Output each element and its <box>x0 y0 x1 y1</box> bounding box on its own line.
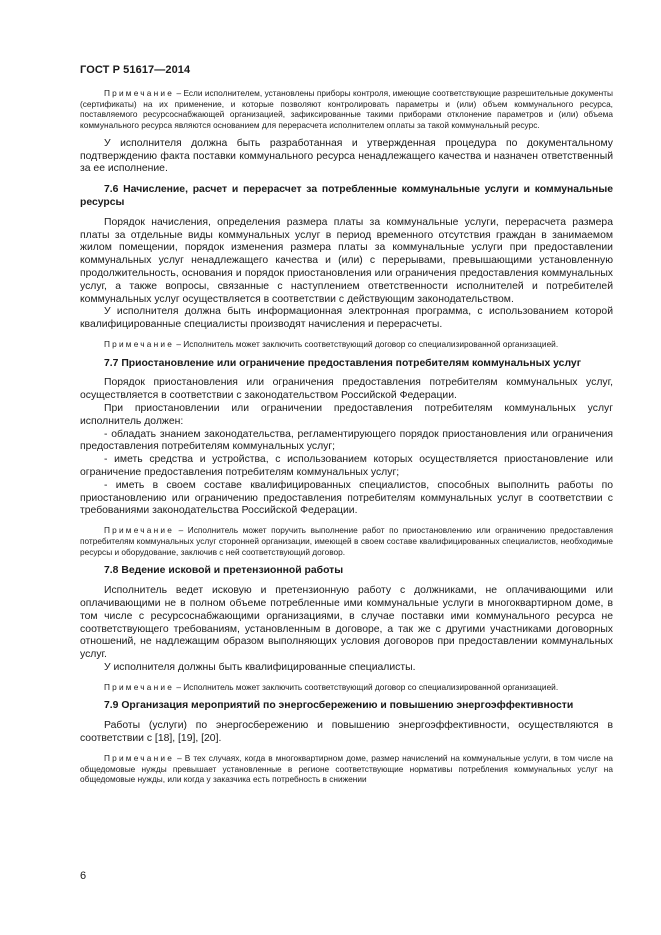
note-text: – Исполнитель может заключить соответствующий договор со специализированной организацией. <box>176 681 559 692</box>
page-number: 6 <box>80 870 87 882</box>
body-paragraph: При приостановлении или ограничении предоставления потребителям коммунальных услуг исполнитель должен: <box>80 403 613 427</box>
section-heading-7-9: 7.9 Организация мероприятий по энергосбережению и повышению энергоэффективности <box>104 700 574 712</box>
body-paragraph: У исполнителя должны быть квалифицированные специалисты. <box>104 661 416 673</box>
body-paragraph: Порядок приостановления или ограничения предоставления потребителям коммунальных услуг, осуществляется в соответствии с законодательством Российской Федерации. <box>80 377 613 402</box>
standard-header: ГОСТ Р 51617—2014 <box>80 64 191 76</box>
note-label: Примечание <box>104 681 175 692</box>
note-text: – В тех случаях, когда в многоквартирном доме, размер начислений на коммунальные услуги, в том числе на общедомовые нужды превышает установленные в регионе соответствующие нормативы потребления коммунальных услуг на общедомовые нужды, или когда у заказчика есть потребность в снижении <box>80 752 613 785</box>
body-paragraph: У исполнителя должна быть информационная электронная программа, с использованием которой квалифицированные специалисты производят начисления и перерасчеты. <box>80 306 613 331</box>
note-paragraph <box>80 525 613 557</box>
section-heading-7-8: 7.8 Ведение исковой и претензионной работы <box>104 565 344 577</box>
note-text: – Исполнитель может заключить соответствующий договор со специализированной организацией. <box>176 338 559 349</box>
note-text: – Исполнитель может поручить выполнение работ по приостановлению или ограничению предоставления потребителям коммунальных услуг сторонней организации, имеющей в своем составе квалифицированных специалистов, необходимые ресурсы и оборудование, заключив с ней соответствующий договор. <box>80 525 613 557</box>
list-item: - иметь в своем составе квалифицированных специалистов, способных выполнить работы по приостановлению или ограничению предоставления потребителям коммунальных услуг в соответствии с требованиями законодательства Российской Федерации. <box>80 479 613 517</box>
note-paragraph <box>80 753 613 785</box>
note-label: Примечание <box>104 338 175 349</box>
document-body <box>80 88 613 792</box>
note-paragraph <box>80 339 613 350</box>
note-label: Примечание <box>104 88 175 98</box>
note-text: – Если исполнителем, установлены приборы контроля, имеющие соответствующие разрешительные документы (сертификаты) на их применение, и которые позволяют контролировать параметры и (или) объем коммунального ресурса, поставляемого ресурсоснабжающей организацией, зафиксированные такими приборами отклонение параметров и (или) объема коммунального ресурса являются основанием для перерасчета исполнителем оплаты за такой коммунальный ресурс. <box>80 88 614 131</box>
body-paragraph: У исполнителя должна быть разработанная и утвержденная процедура по документальному подтверждению факта поставки коммунального ресурса ненадлежащего качества и назначен ответственный за ее исполнение. <box>80 137 613 175</box>
note-paragraph <box>80 682 613 693</box>
body-paragraph: Исполнитель ведет исковую и претензионную работу с должниками, не оплачивающими или оплачивающими не в полном объеме потребленные ими коммунальные услуги в многоквартирном доме, в том числе с ресурсоснабжающими организациями, в случае поставки ими коммунального ресурса не соответствующего требованиям, установленным в договоре, а так же с другими участниками договорных отношений, не надлежащим образом выполняющих условия договоров при предоставлении коммунальных услуг. <box>80 585 613 661</box>
body-paragraph: Работы (услуги) по энергосбережению и повышению энергоэффективности, осуществляются в соответствии с [18], [19], [20]. <box>80 720 613 745</box>
list-item: - иметь средства и устройства, с использованием которых осуществляется приостановление или ограничение предоставления потребителям коммунальных услуг; <box>80 454 613 479</box>
list-item: - обладать знанием законодательства, регламентирующего порядок приостановления или ограничения предоставления потребителям коммунальных услуг; <box>80 428 613 453</box>
section-heading-7-7: 7.7 Приостановление или ограничение предоставления потребителям коммунальных услуг <box>104 357 582 369</box>
section-heading-7-6: 7.6 Начисление, расчет и перерасчет за потребленные коммунальные услуги и коммунальные ресурсы <box>80 184 613 208</box>
note-label: Примечание <box>104 752 175 763</box>
body-paragraph: Порядок начисления, определения размера платы за коммунальные услуги, перерасчета размера платы за отдельные виды коммунальных услуг в период временного отсутствия граждан в занимаемом жилом помещении, порядок изменения размера платы за коммунальные услуги при предоставлении коммунальных услуг ненадлежащего качества и (или) с перерывами, превышающими установленную продолжительность, основания и порядок приостановления или ограничения предоставления коммунальных услуг, а также вопросы, связанные с наступлением ответственности исполнителей и потребителей коммунальных услуг осуществляется в соответствии с действующим законодательством. <box>80 216 613 305</box>
note-paragraph <box>80 88 613 131</box>
note-label: Примечание <box>104 525 175 536</box>
